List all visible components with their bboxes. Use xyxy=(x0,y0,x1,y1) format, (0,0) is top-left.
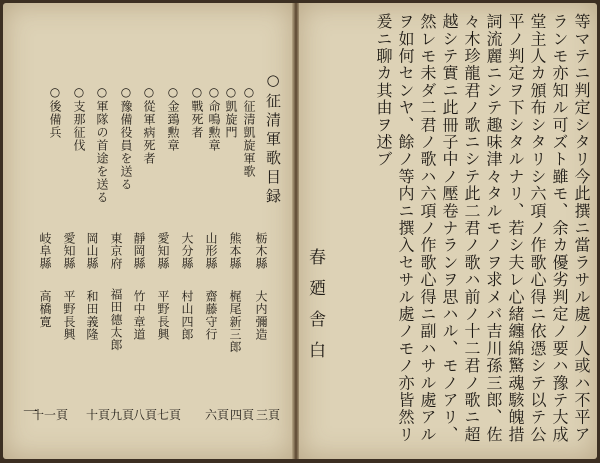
toc-prefecture-2: 山形縣 xyxy=(204,232,218,270)
toc-title-2: ○命鳴勲章 xyxy=(207,85,221,152)
toc-prefecture-1: 熊本縣 xyxy=(228,232,242,270)
toc-prefecture-9: 岐阜縣 xyxy=(38,232,52,270)
preface-line-7: 越シテ實ニ此冊子中ノ壓卷ナランヲ思ハル、モノアリ、 xyxy=(440,13,459,443)
toc-author-1: 梶尾新三郎 xyxy=(228,290,242,353)
preface-attribution: 春廼舎白 xyxy=(305,248,325,372)
toc-page-1: 四頁 xyxy=(230,408,255,422)
preface-line-10: 爰ニ聊カ其由ヲ述ブ xyxy=(374,13,393,168)
preface-line-4: 平ノ判定ヲ下シタルナリ、若シ夫レ心緒纏綿驚魂駭魄措 xyxy=(506,13,525,443)
toc-author-9: 高橋寛 xyxy=(38,290,52,328)
toc-title-1: ○凱旋門 xyxy=(224,85,238,139)
toc-author-3: 村山四郎 xyxy=(180,290,194,341)
toc-author-8: 平野長興 xyxy=(62,290,76,341)
toc-title-9: ○後備兵 xyxy=(48,85,62,139)
toc-author-2: 齋藤守行 xyxy=(204,290,218,341)
preface-line-1: 等マテニ判定シタリ今此撰ニ當ラサル處ノ人或ハ不平ア xyxy=(572,13,591,443)
toc-title-3: ○戰死者 xyxy=(190,85,204,139)
toc-author-5: 竹中章道 xyxy=(132,290,146,341)
toc-title-0: ○征清凱旋軍歌 xyxy=(242,85,256,178)
left-page xyxy=(3,3,293,459)
toc-title-5: ○從軍病死者 xyxy=(142,85,156,165)
preface-line-5: 詞流麗ニシテ趣味津々タルモノヲ求メバ吉川孫三郎、佐 xyxy=(484,13,503,443)
toc-page-7: 十頁 xyxy=(86,408,111,422)
preface-line-6: 々木珍龍君ノ歌ニシテ此二君ノ歌ハ前ノ十二君ノ歌ニ超 xyxy=(462,13,481,443)
preface-line-8: 然レモ未ダ二君ノ歌ハ六項ノ作歌心得ニ副ハサル處アル xyxy=(418,13,437,443)
toc-page-2: 六頁 xyxy=(205,408,230,422)
preface-line-2: ランモ亦知ル可ズト雖モ、余カ優劣判定ノ要ハ豫テ大成 xyxy=(550,13,569,443)
toc-author-6: 福田德太郎 xyxy=(109,288,123,351)
toc-page-9: 十一頁 xyxy=(32,408,69,422)
toc-prefecture-6: 東京府 xyxy=(109,232,123,270)
page-marker: 一 xyxy=(23,403,39,421)
toc-title-7: ○軍隊の首途を送る xyxy=(95,85,109,204)
preface-line-9: ヲ如何センヤ、餘ノ等内ニ撰入セサル處ノモノ亦皆然リ xyxy=(396,13,415,443)
toc-author-0: 大内彌造 xyxy=(254,290,268,341)
preface-line-3: 堂主人カ頒布シタリシ六項ノ作歌心得ニ依憑シテ以テ公 xyxy=(528,13,547,443)
toc-author-7: 和田義隆 xyxy=(85,290,99,341)
toc-title-4: ○金鵄勲章 xyxy=(166,85,180,152)
toc-prefecture-5: 靜岡縣 xyxy=(132,232,146,270)
toc-title-6: ○豫備役員を送る xyxy=(119,85,133,191)
toc-prefecture-8: 愛知縣 xyxy=(62,232,76,270)
toc-prefecture-0: 栃木縣 xyxy=(254,232,268,270)
toc-title-8: ○支那征伐 xyxy=(72,85,86,152)
right-page xyxy=(299,3,597,459)
toc-page-4: 七頁 xyxy=(157,408,182,422)
contents-title: ○征清軍歌目録 xyxy=(264,71,282,207)
toc-prefecture-4: 愛知縣 xyxy=(156,232,170,270)
toc-author-4: 平野長興 xyxy=(156,290,170,341)
toc-page-0: 三頁 xyxy=(256,408,281,422)
toc-page-6: 九頁 xyxy=(110,408,135,422)
toc-prefecture-7: 岡山縣 xyxy=(85,232,99,270)
toc-page-5: 八頁 xyxy=(133,408,158,422)
toc-prefecture-3: 大分縣 xyxy=(180,232,194,270)
